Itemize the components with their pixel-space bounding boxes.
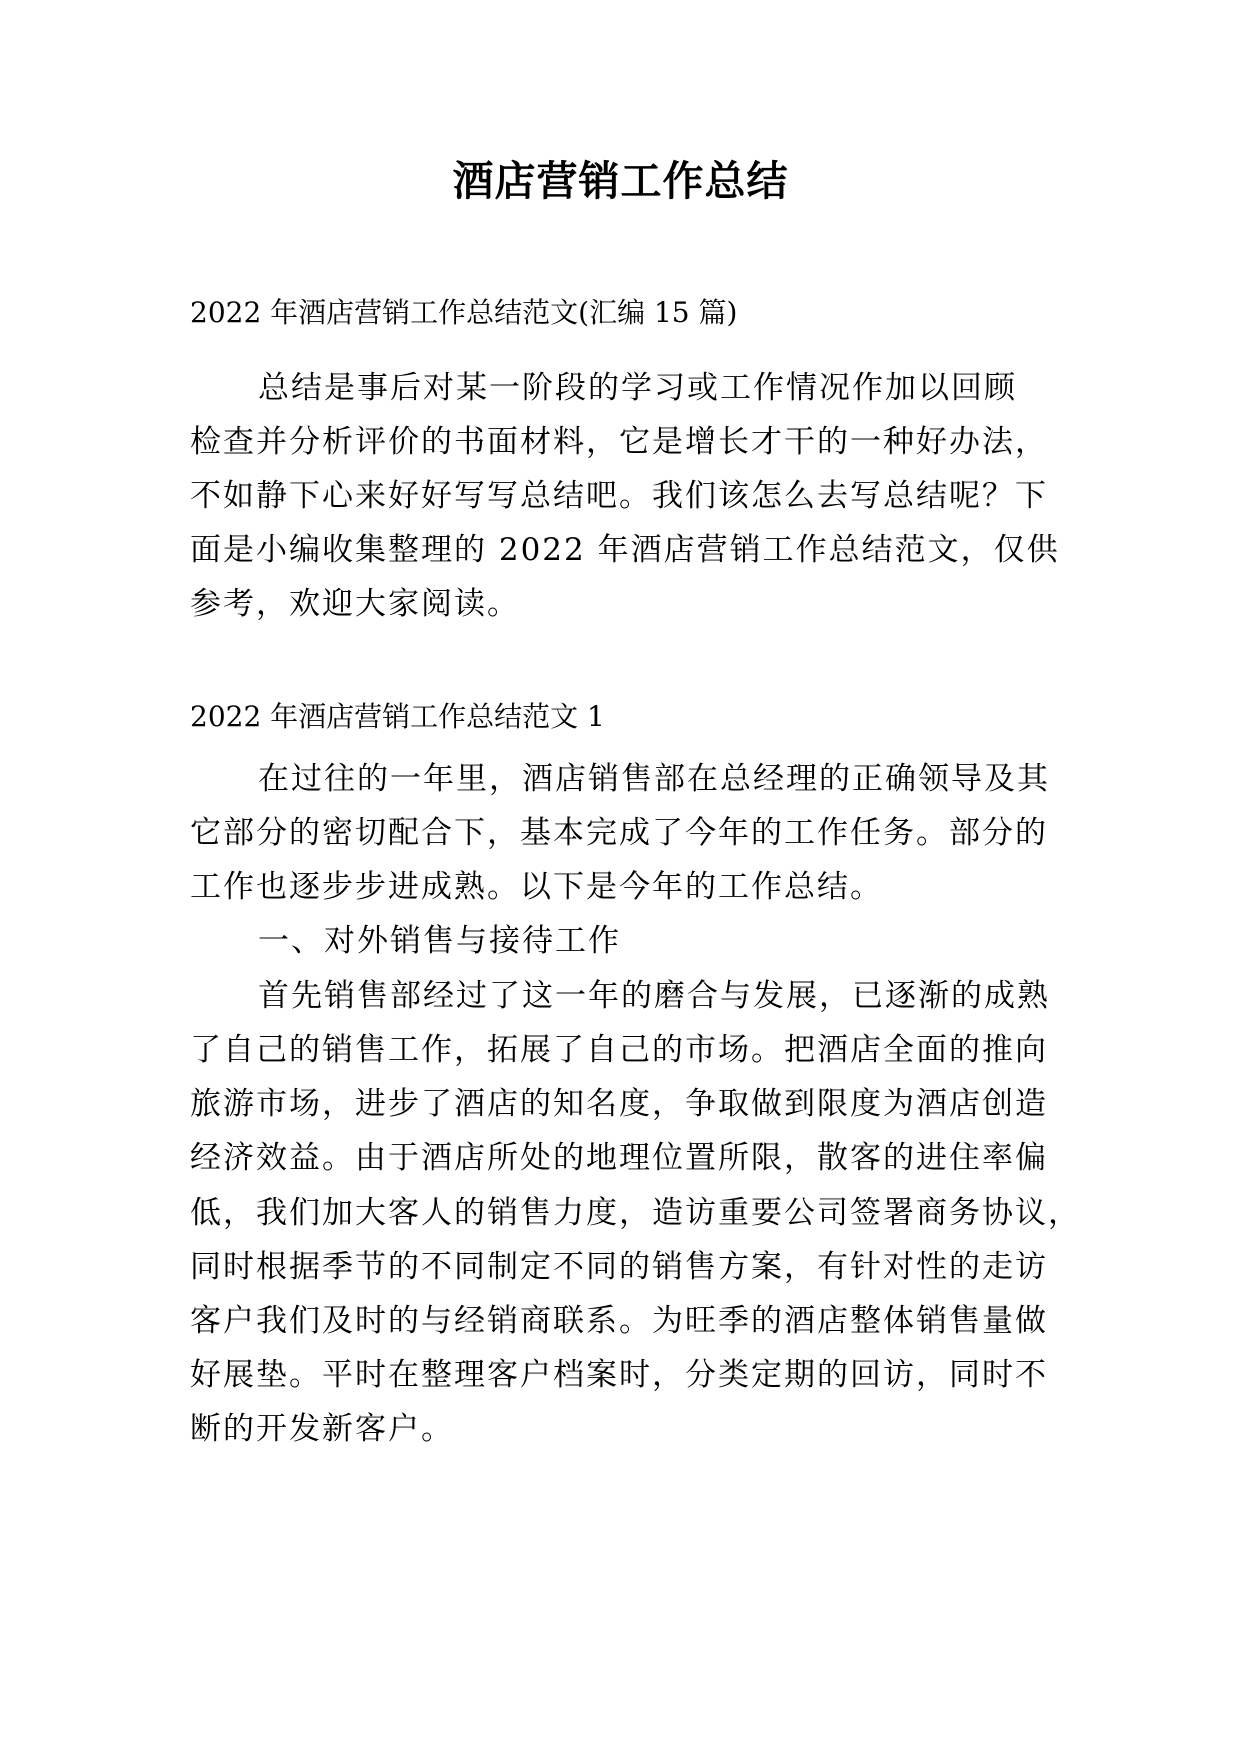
document-title: 酒店营销工作总结 — [452, 157, 789, 205]
paragraph-line: 好展垫。平时在整理客户档案时，分类定期的回访，同时不 — [190, 1357, 1048, 1393]
paragraph-line: 了自己的销售工作，拓展了自己的市场。把酒店全面的推向 — [190, 1032, 1048, 1068]
paragraph-line: 在过往的一年里，酒店销售部在总经理的正确领导及其 — [258, 761, 1050, 797]
paragraph-line: 它部分的密切配合下，基本完成了今年的工作任务。部分的 — [190, 815, 1048, 851]
paragraph-line: 工作也逐步步进成熟。以下是今年的工作总结。 — [190, 869, 883, 905]
paragraph-line: 经济效益。由于酒店所处的地理位置所限，散客的进住率偏 — [190, 1140, 1048, 1176]
paragraph-line: 断的开发新客户。 — [190, 1411, 454, 1447]
document-subtitle: 2022 年酒店营销工作总结范文(汇编 15 篇) — [190, 296, 738, 329]
intro-line: 检查并分析评价的书面材料，它是增长才干的一种好办法， — [190, 424, 1048, 460]
intro-line: 不如静下心来好好写写总结吧。我们该怎么去写总结呢？下 — [190, 478, 1048, 514]
paragraph-line: 客户我们及时的与经销商联系。为旺季的酒店整体销售量做 — [190, 1303, 1048, 1339]
paragraph-line: 首先销售部经过了这一年的磨合与发展，已逐渐的成熟 — [258, 978, 1050, 1014]
paragraph-line: 同时根据季节的不同制定不同的销售方案，有针对性的走访 — [190, 1249, 1048, 1285]
paragraph-line: 旅游市场，进步了酒店的知名度，争取做到限度为酒店创造 — [190, 1086, 1048, 1122]
intro-line: 参考，欢迎大家阅读。 — [190, 586, 520, 622]
intro-line: 总结是事后对某一阶段的学习或工作情况作加以回顾 — [258, 370, 1017, 406]
section-heading: 2022 年酒店营销工作总结范文 1 — [190, 700, 605, 733]
paragraph-line: 低，我们加大客人的销售力度，造访重要公司签署商务协议， — [190, 1195, 1081, 1231]
subheading: 一、对外销售与接待工作 — [258, 923, 621, 959]
intro-line: 面是小编收集整理的 2022 年酒店营销工作总结范文，仅供 — [190, 532, 1060, 568]
